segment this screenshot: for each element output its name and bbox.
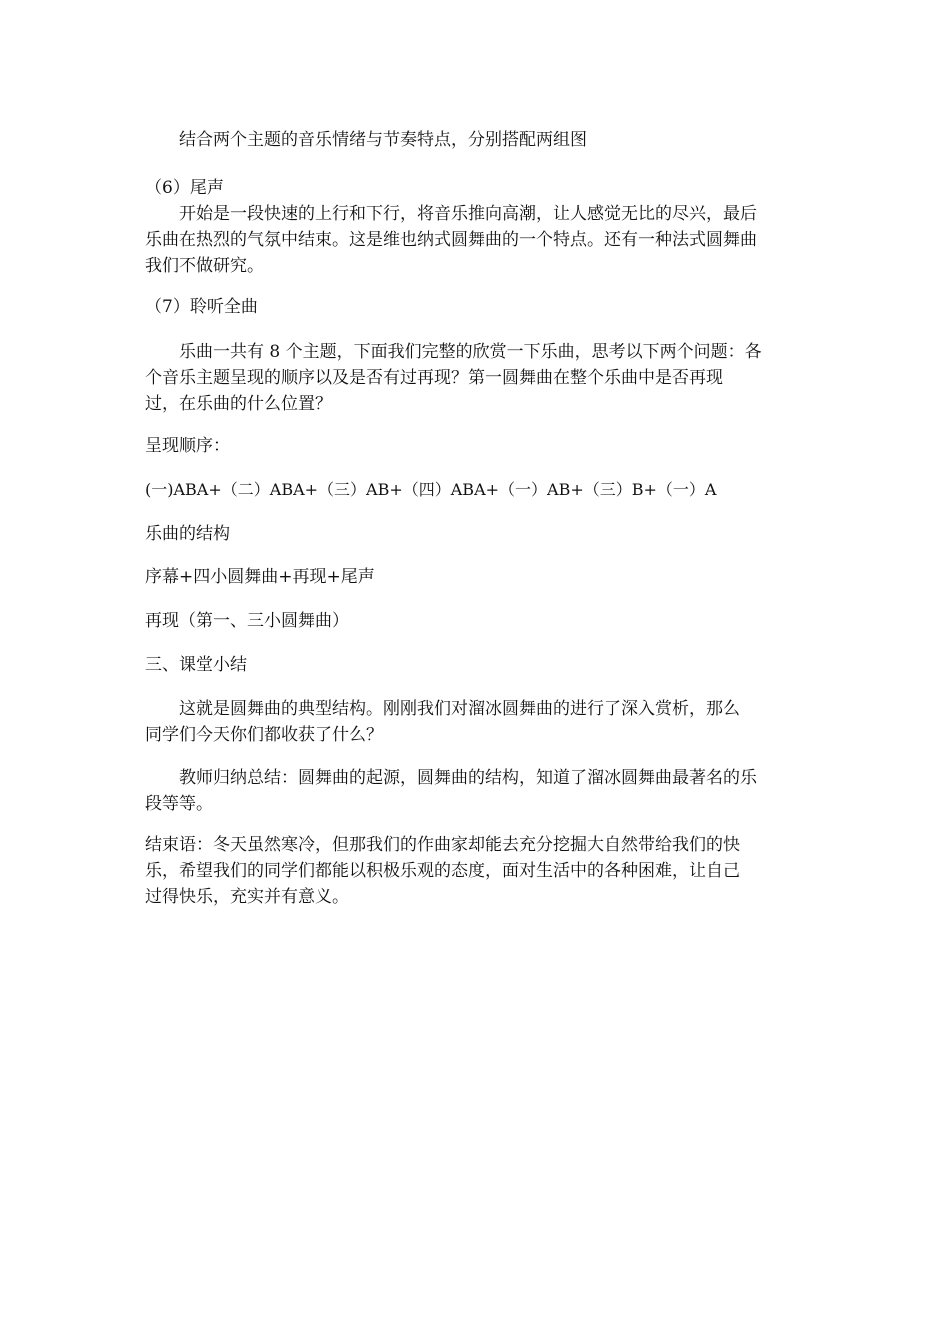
heading-text: 三、课堂小结	[145, 655, 247, 675]
text-line: 乐曲在热烈的气氛中结束。这是维也纳式圆舞曲的一个特点。还有一种法式圆舞曲	[145, 230, 757, 250]
paragraph-listen	[145, 339, 810, 417]
section-heading-coda	[145, 175, 810, 201]
text-line: 同学们今天你们都收获了什么？	[145, 725, 383, 745]
paragraph-teacher-summary	[145, 765, 810, 817]
text-line: 个音乐主题呈现的顺序以及是否有过再现？第一圆舞曲在整个乐曲中是否再现	[145, 368, 723, 388]
paragraph-summary	[145, 696, 810, 748]
text-line: 结合两个主题的音乐情绪与节奏特点，分别搭配两组图	[179, 130, 587, 150]
section-heading-summary	[145, 652, 810, 678]
paragraph-structure	[145, 564, 810, 590]
paragraph-order-sequence	[145, 477, 810, 503]
text-line: 再现（第一、三小圆舞曲）	[145, 611, 349, 631]
paragraph-image-pairing	[179, 127, 844, 153]
heading-text: （7）聆听全曲	[145, 297, 258, 317]
section-heading-listen	[145, 294, 810, 320]
text-line: 序幕+四小圆舞曲+再现+尾声	[145, 567, 375, 587]
text-line: 过得快乐，充实并有意义。	[145, 887, 349, 907]
text-line: 乐，希望我们的同学们都能以积极乐观的态度，面对生活中的各种困难，让自己	[145, 861, 740, 881]
text-line: 乐曲一共有 8 个主题，下面我们完整的欣赏一下乐曲，思考以下两个问题：各	[179, 342, 762, 362]
text-line: 段等等。	[145, 794, 213, 814]
paragraph-structure-label	[145, 521, 810, 547]
text-line: 我们不做研究。	[145, 256, 264, 276]
text-line: 这就是圆舞曲的典型结构。刚刚我们对溜冰圆舞曲的进行了深入赏析，那么	[179, 699, 740, 719]
text-line: 乐曲的结构	[145, 524, 230, 544]
paragraph-recap	[145, 608, 810, 634]
paragraph-order-label	[145, 433, 810, 459]
text-line: 过，在乐曲的什么位置？	[145, 394, 332, 414]
paragraph-closing	[145, 832, 810, 910]
text-line: 教师归纳总结：圆舞曲的起源，圆舞曲的结构，知道了溜冰圆舞曲最著名的乐	[179, 768, 757, 788]
text-line: 开始是一段快速的上行和下行，将音乐推向高潮，让人感觉无比的尽兴，最后	[179, 204, 757, 224]
heading-text: （6）尾声	[145, 178, 224, 198]
text-line: (一)ABA+（二）ABA+（三）AB+（四）ABA+（一）AB+（三）B+（一）A	[145, 480, 717, 499]
text-line: 呈现顺序：	[145, 436, 230, 456]
text-line: 结束语：冬天虽然寒冷，但那我们的作曲家却能去充分挖掘大自然带给我们的快	[145, 835, 740, 855]
paragraph-coda	[145, 201, 810, 279]
